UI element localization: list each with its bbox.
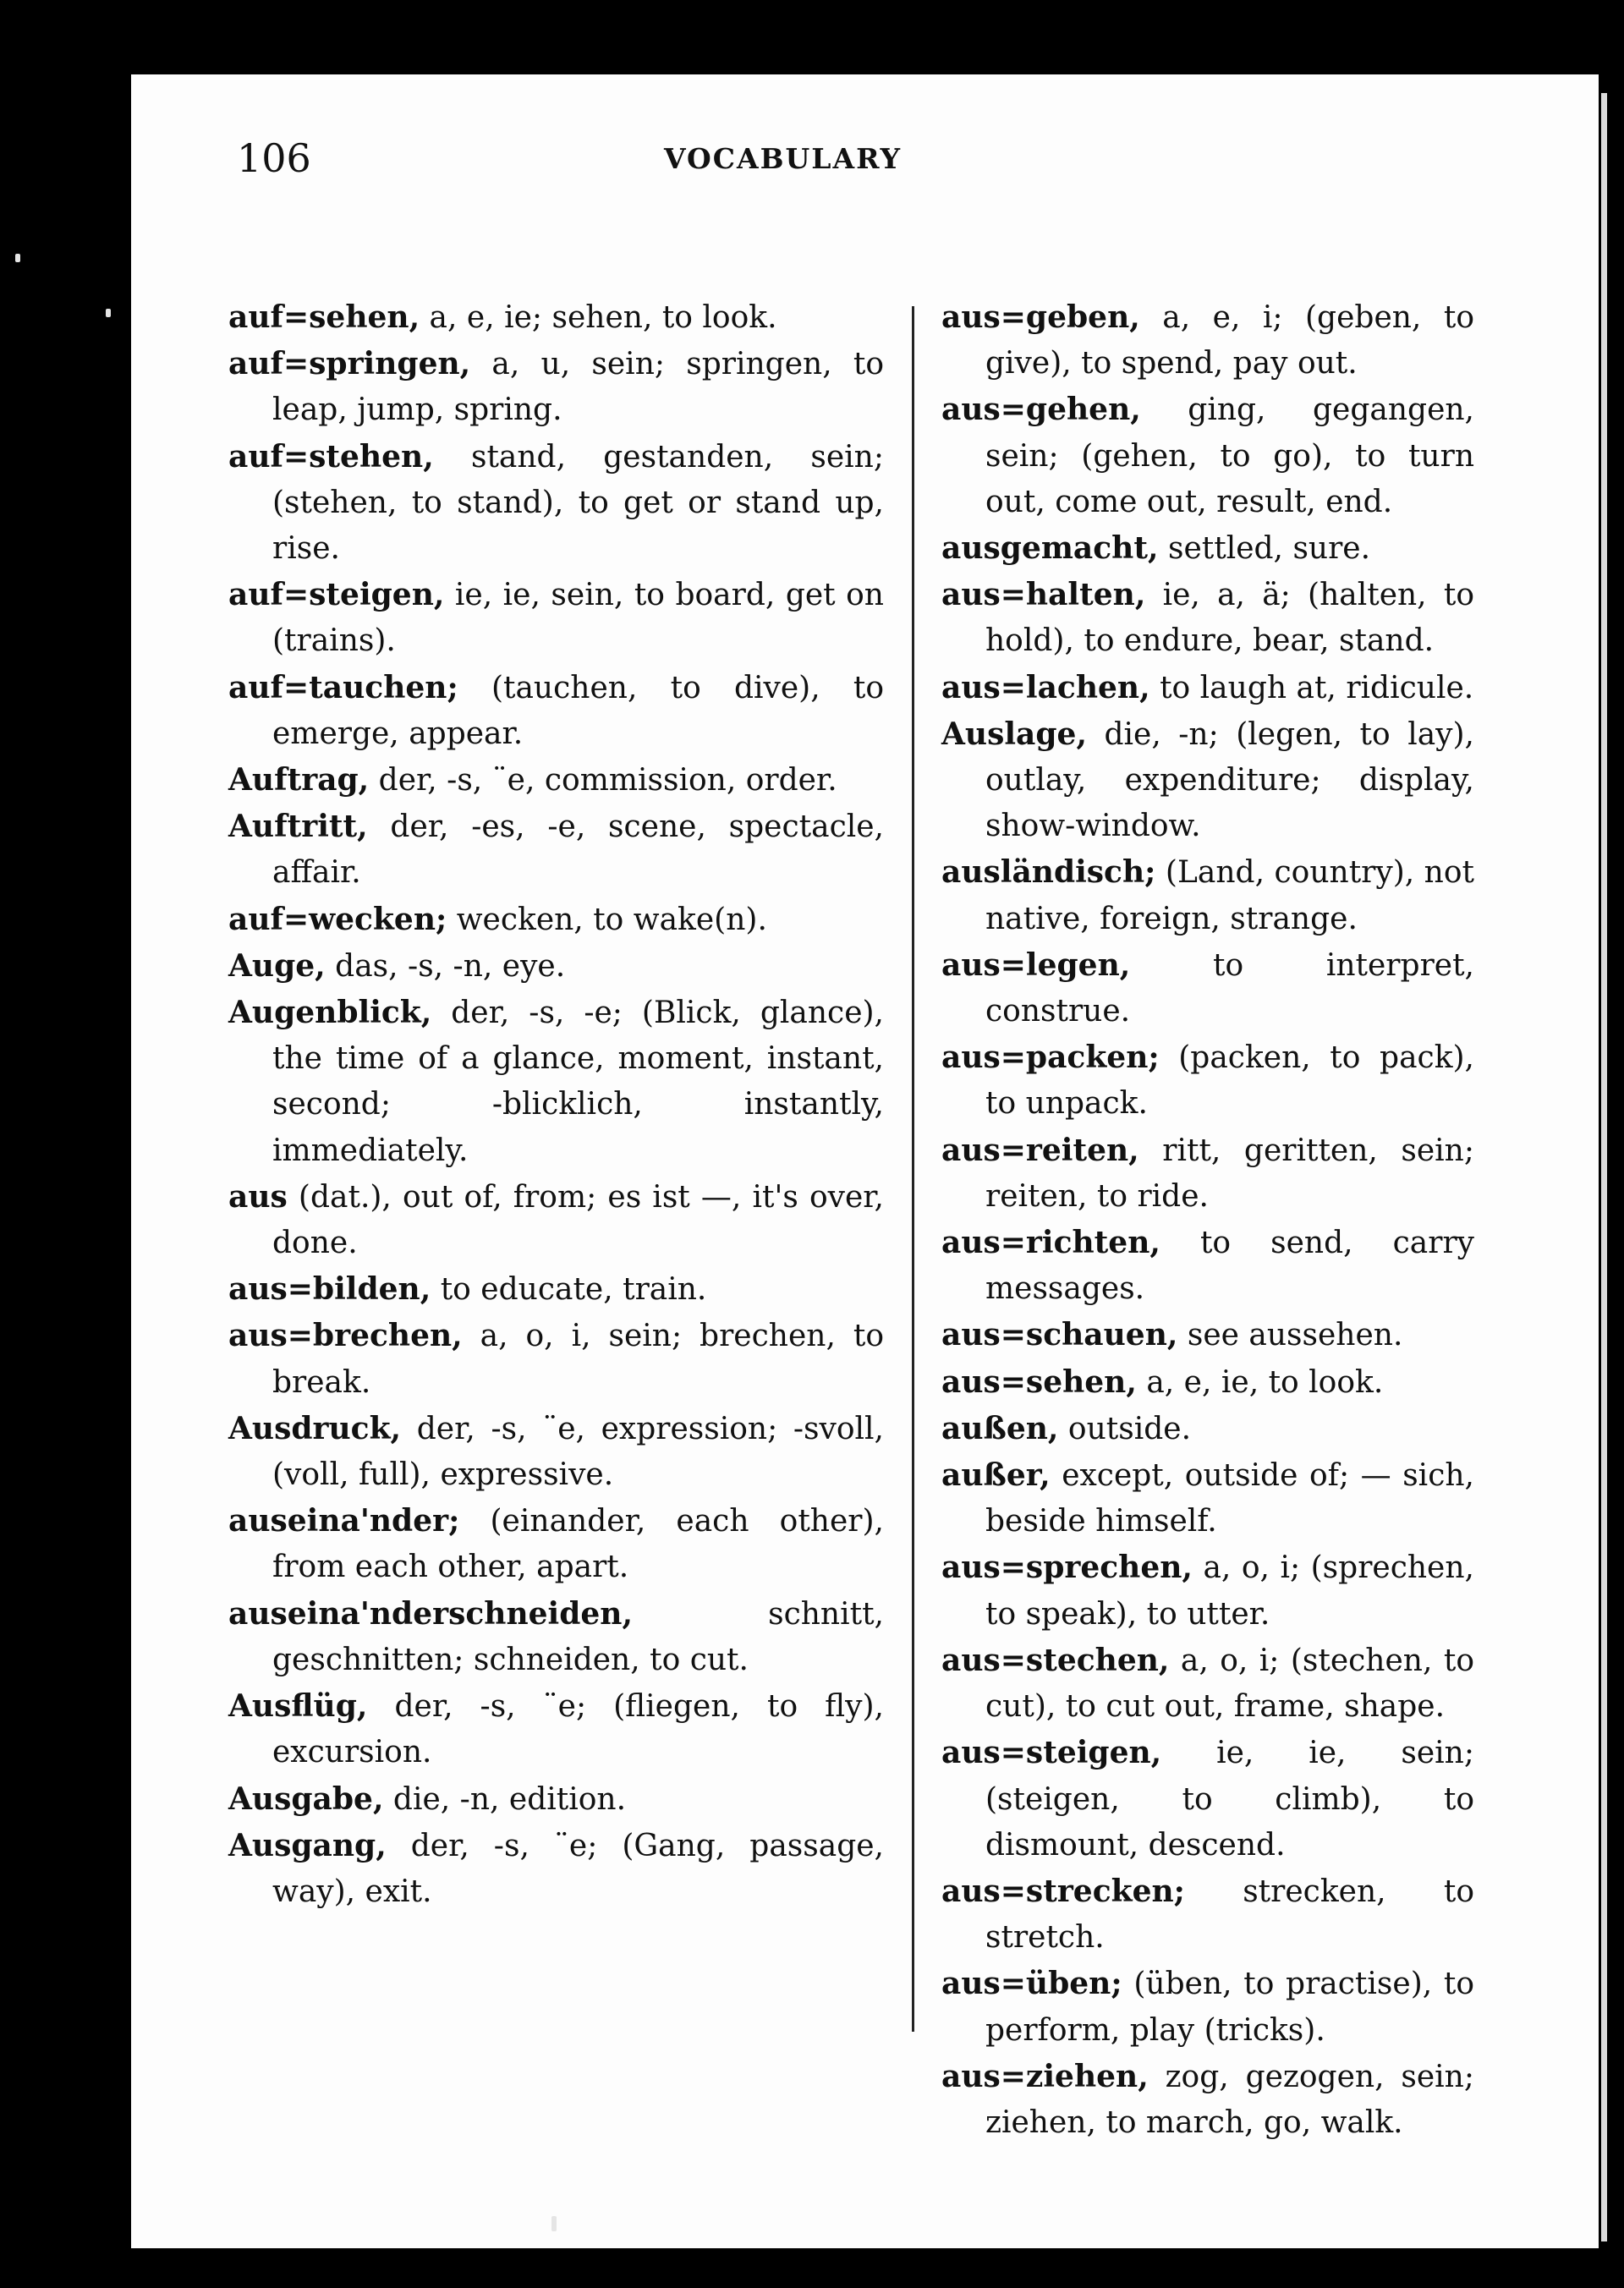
left-column <box>228 294 884 1915</box>
headword: außen, <box>941 1410 1059 1446</box>
headword: auseina'nder; <box>228 1503 460 1539</box>
headword: auf=tauchen; <box>228 669 458 705</box>
headword: auf=stehen, <box>228 438 434 475</box>
headword: außer, <box>941 1457 1051 1494</box>
page-edge <box>1601 93 1607 2241</box>
headword: Ausgang, <box>228 1827 387 1863</box>
vocab-entry <box>228 1776 884 1823</box>
headword: aus=stechen, <box>941 1642 1170 1678</box>
definition: a, e, i; (geben, to give), to spend, pay out. <box>985 300 1474 381</box>
page-number: 106 <box>237 135 311 181</box>
vocab-entry <box>228 1313 884 1405</box>
definition: zog, gezogen, sein; ziehen, to march, go, walk. <box>985 2059 1474 2140</box>
vocab-entry <box>941 942 1474 1034</box>
scan-speck <box>15 254 20 262</box>
headword: auf=steigen, <box>228 577 445 613</box>
headword: Ausgabe, <box>228 1780 384 1817</box>
vocab-entry <box>228 757 884 804</box>
scan-speck <box>106 309 111 317</box>
definition: settled, sure. <box>1158 531 1371 567</box>
definition: stand, gestanden, sein; (stehen, to stand), to get or stand up, rise. <box>272 439 884 567</box>
definition: der, -s, ¨e; (Gang, passage, way), exit. <box>272 1828 884 1909</box>
headword: aus=gehen, <box>941 392 1141 428</box>
vocab-entry <box>941 1220 1474 1312</box>
vocab-entry <box>228 1591 884 1683</box>
vocab-entry <box>941 1359 1474 1406</box>
headword: ausgemacht, <box>941 530 1159 567</box>
definition: (üben, to practise), to perform, play (tricks). <box>985 1967 1474 2048</box>
definition: a, o, i, sein; brechen, to break. <box>272 1319 884 1400</box>
definition: schnitt, geschnitten; schneiden, to cut. <box>272 1596 884 1677</box>
vocab-entry <box>941 1312 1474 1358</box>
vocab-entry <box>228 294 884 341</box>
headword: Ausdruck, <box>228 1410 402 1446</box>
headword: Auftrag, <box>228 762 370 798</box>
definition: das, -s, -n, eye. <box>325 948 566 984</box>
headword: Augenblick, <box>228 995 432 1031</box>
vocab-entry <box>228 943 884 990</box>
definition: a, o, i; (stechen, to cut), to cut out, frame, shape. <box>985 1643 1474 1725</box>
headword: auf=wecken; <box>228 901 447 937</box>
headword: Auge, <box>228 947 326 984</box>
headword: aus=sprechen, <box>941 1550 1193 1586</box>
definition: outside. <box>1058 1411 1192 1446</box>
vocab-entry <box>228 665 884 757</box>
definition: see aussehen. <box>1177 1318 1403 1353</box>
vocab-entry <box>941 387 1474 525</box>
vocab-entry <box>941 1545 1474 1637</box>
vocab-entry <box>941 1868 1474 1961</box>
definition: der, -s, ¨e; (fliegen, to fly), excursion. <box>272 1689 884 1770</box>
vocab-entry <box>941 572 1474 664</box>
headword: aus=schauen, <box>941 1317 1178 1353</box>
vocab-entry <box>941 711 1474 850</box>
definition: to laugh at, ridicule. <box>1149 670 1474 705</box>
vocab-entry <box>228 572 884 664</box>
headword: Auftritt, <box>228 809 368 845</box>
vocab-entry <box>941 525 1474 572</box>
definition: a, u, sein; springen, to leap, jump, spring. <box>272 347 884 428</box>
headword: auf=sehen, <box>228 299 420 335</box>
definition: a, e, ie; sehen, to look. <box>420 300 777 335</box>
vocab-entry <box>941 1961 1474 2053</box>
vocab-entry <box>228 1498 884 1590</box>
vocab-entry <box>228 1683 884 1775</box>
definition: wecken, to wake(n). <box>447 902 767 937</box>
definition: to educate, train. <box>431 1272 707 1308</box>
definition: ritt, geritten, sein; reiten, to ride. <box>985 1133 1474 1214</box>
column-divider <box>912 306 914 2032</box>
headword: aus=halten, <box>941 577 1146 613</box>
vocab-entry <box>941 1638 1474 1730</box>
headword: Ausflüg, <box>228 1688 368 1725</box>
scan-speck <box>551 2216 557 2231</box>
definition: (dat.), out of, from; es ist —, it's over, done. <box>272 1179 884 1261</box>
vocab-entry <box>228 1174 884 1266</box>
vocab-entry <box>228 1406 884 1498</box>
vocab-entry <box>941 1730 1474 1868</box>
definition: ie, ie, sein, to board, get on (trains). <box>272 578 884 659</box>
definition: a, o, i; (sprechen, to speak), to utter. <box>985 1550 1474 1632</box>
vocab-entry <box>941 294 1474 387</box>
vocab-entry <box>941 665 1474 711</box>
definition: der, -s, -e; (Blick, glance), the time of a glance, moment, instant, second; -blicklich, instantly, immediately. <box>272 996 884 1168</box>
definition: der, -s, ¨e, expression; -svoll, (voll, full), expressive. <box>272 1411 884 1493</box>
headword: ausländisch; <box>941 854 1156 891</box>
headword: aus=üben; <box>941 1966 1122 2002</box>
vocab-entry <box>228 434 884 573</box>
headword: aus=reiten, <box>941 1132 1139 1168</box>
definition: strecken, to stretch. <box>985 1874 1474 1956</box>
vocab-entry <box>941 1034 1474 1127</box>
vocab-entry <box>941 2054 1474 2146</box>
headword: auseina'nderschneiden, <box>228 1595 633 1632</box>
vocab-entry <box>228 897 884 943</box>
headword: aus=lachen, <box>941 669 1150 705</box>
definition: to send, carry messages. <box>985 1226 1474 1307</box>
vocab-entry <box>941 849 1474 941</box>
definition: (tauchen, to dive), to emerge, appear. <box>272 670 884 751</box>
vocab-entry <box>228 990 884 1174</box>
headword: aus=geben, <box>941 299 1140 335</box>
definition: der, -s, ¨e, commission, order. <box>369 763 837 798</box>
definition: ie, ie, sein; (steigen, to climb), to dismount, descend. <box>985 1736 1474 1863</box>
headword: auf=springen, <box>228 346 471 382</box>
headword: aus=richten, <box>941 1225 1160 1261</box>
definition: (packen, to pack), to unpack. <box>985 1040 1474 1122</box>
definition: ie, a, ä; (halten, to hold), to endure, bear, stand. <box>985 578 1474 659</box>
headword: aus=steigen, <box>941 1735 1162 1771</box>
definition: (einander, each other), from each other, apart. <box>272 1504 884 1585</box>
vocab-entry <box>228 1823 884 1915</box>
running-head: VOCABULARY <box>664 142 903 175</box>
definition: der, -es, -e, scene, spectacle, affair. <box>272 809 884 891</box>
right-column <box>941 294 1474 2146</box>
headword: aus=strecken; <box>941 1873 1185 1909</box>
definition: (Land, country), not native, foreign, strange. <box>985 855 1474 936</box>
vocab-entry <box>941 1452 1474 1545</box>
page-header <box>0 135 1624 195</box>
vocab-entry <box>228 341 884 433</box>
headword: aus=sehen, <box>941 1363 1137 1400</box>
vocab-entry <box>941 1128 1474 1220</box>
vocab-entry <box>228 1266 884 1313</box>
definition: die, -n; (legen, to lay), outlay, expenditure; display, show-window. <box>985 716 1474 844</box>
definition: a, e, ie, to look. <box>1136 1364 1384 1400</box>
definition: die, -n, edition. <box>383 1781 627 1817</box>
vocab-entry <box>228 804 884 896</box>
vocab-entry <box>941 1406 1474 1452</box>
definition: to interpret, construe. <box>985 947 1474 1029</box>
headword: aus <box>228 1178 288 1215</box>
definition: ging, gegangen, sein; (gehen, to go), to turn out, come out, result, end. <box>985 392 1474 519</box>
headword: aus=packen; <box>941 1040 1160 1076</box>
headword: aus=brechen, <box>228 1318 463 1354</box>
headword: aus=ziehen, <box>941 2058 1149 2094</box>
headword: aus=legen, <box>941 946 1131 983</box>
definition: except, outside of; — sich, beside himself. <box>985 1458 1474 1539</box>
headword: aus=bilden, <box>228 1271 431 1308</box>
headword: Auslage, <box>941 716 1087 752</box>
